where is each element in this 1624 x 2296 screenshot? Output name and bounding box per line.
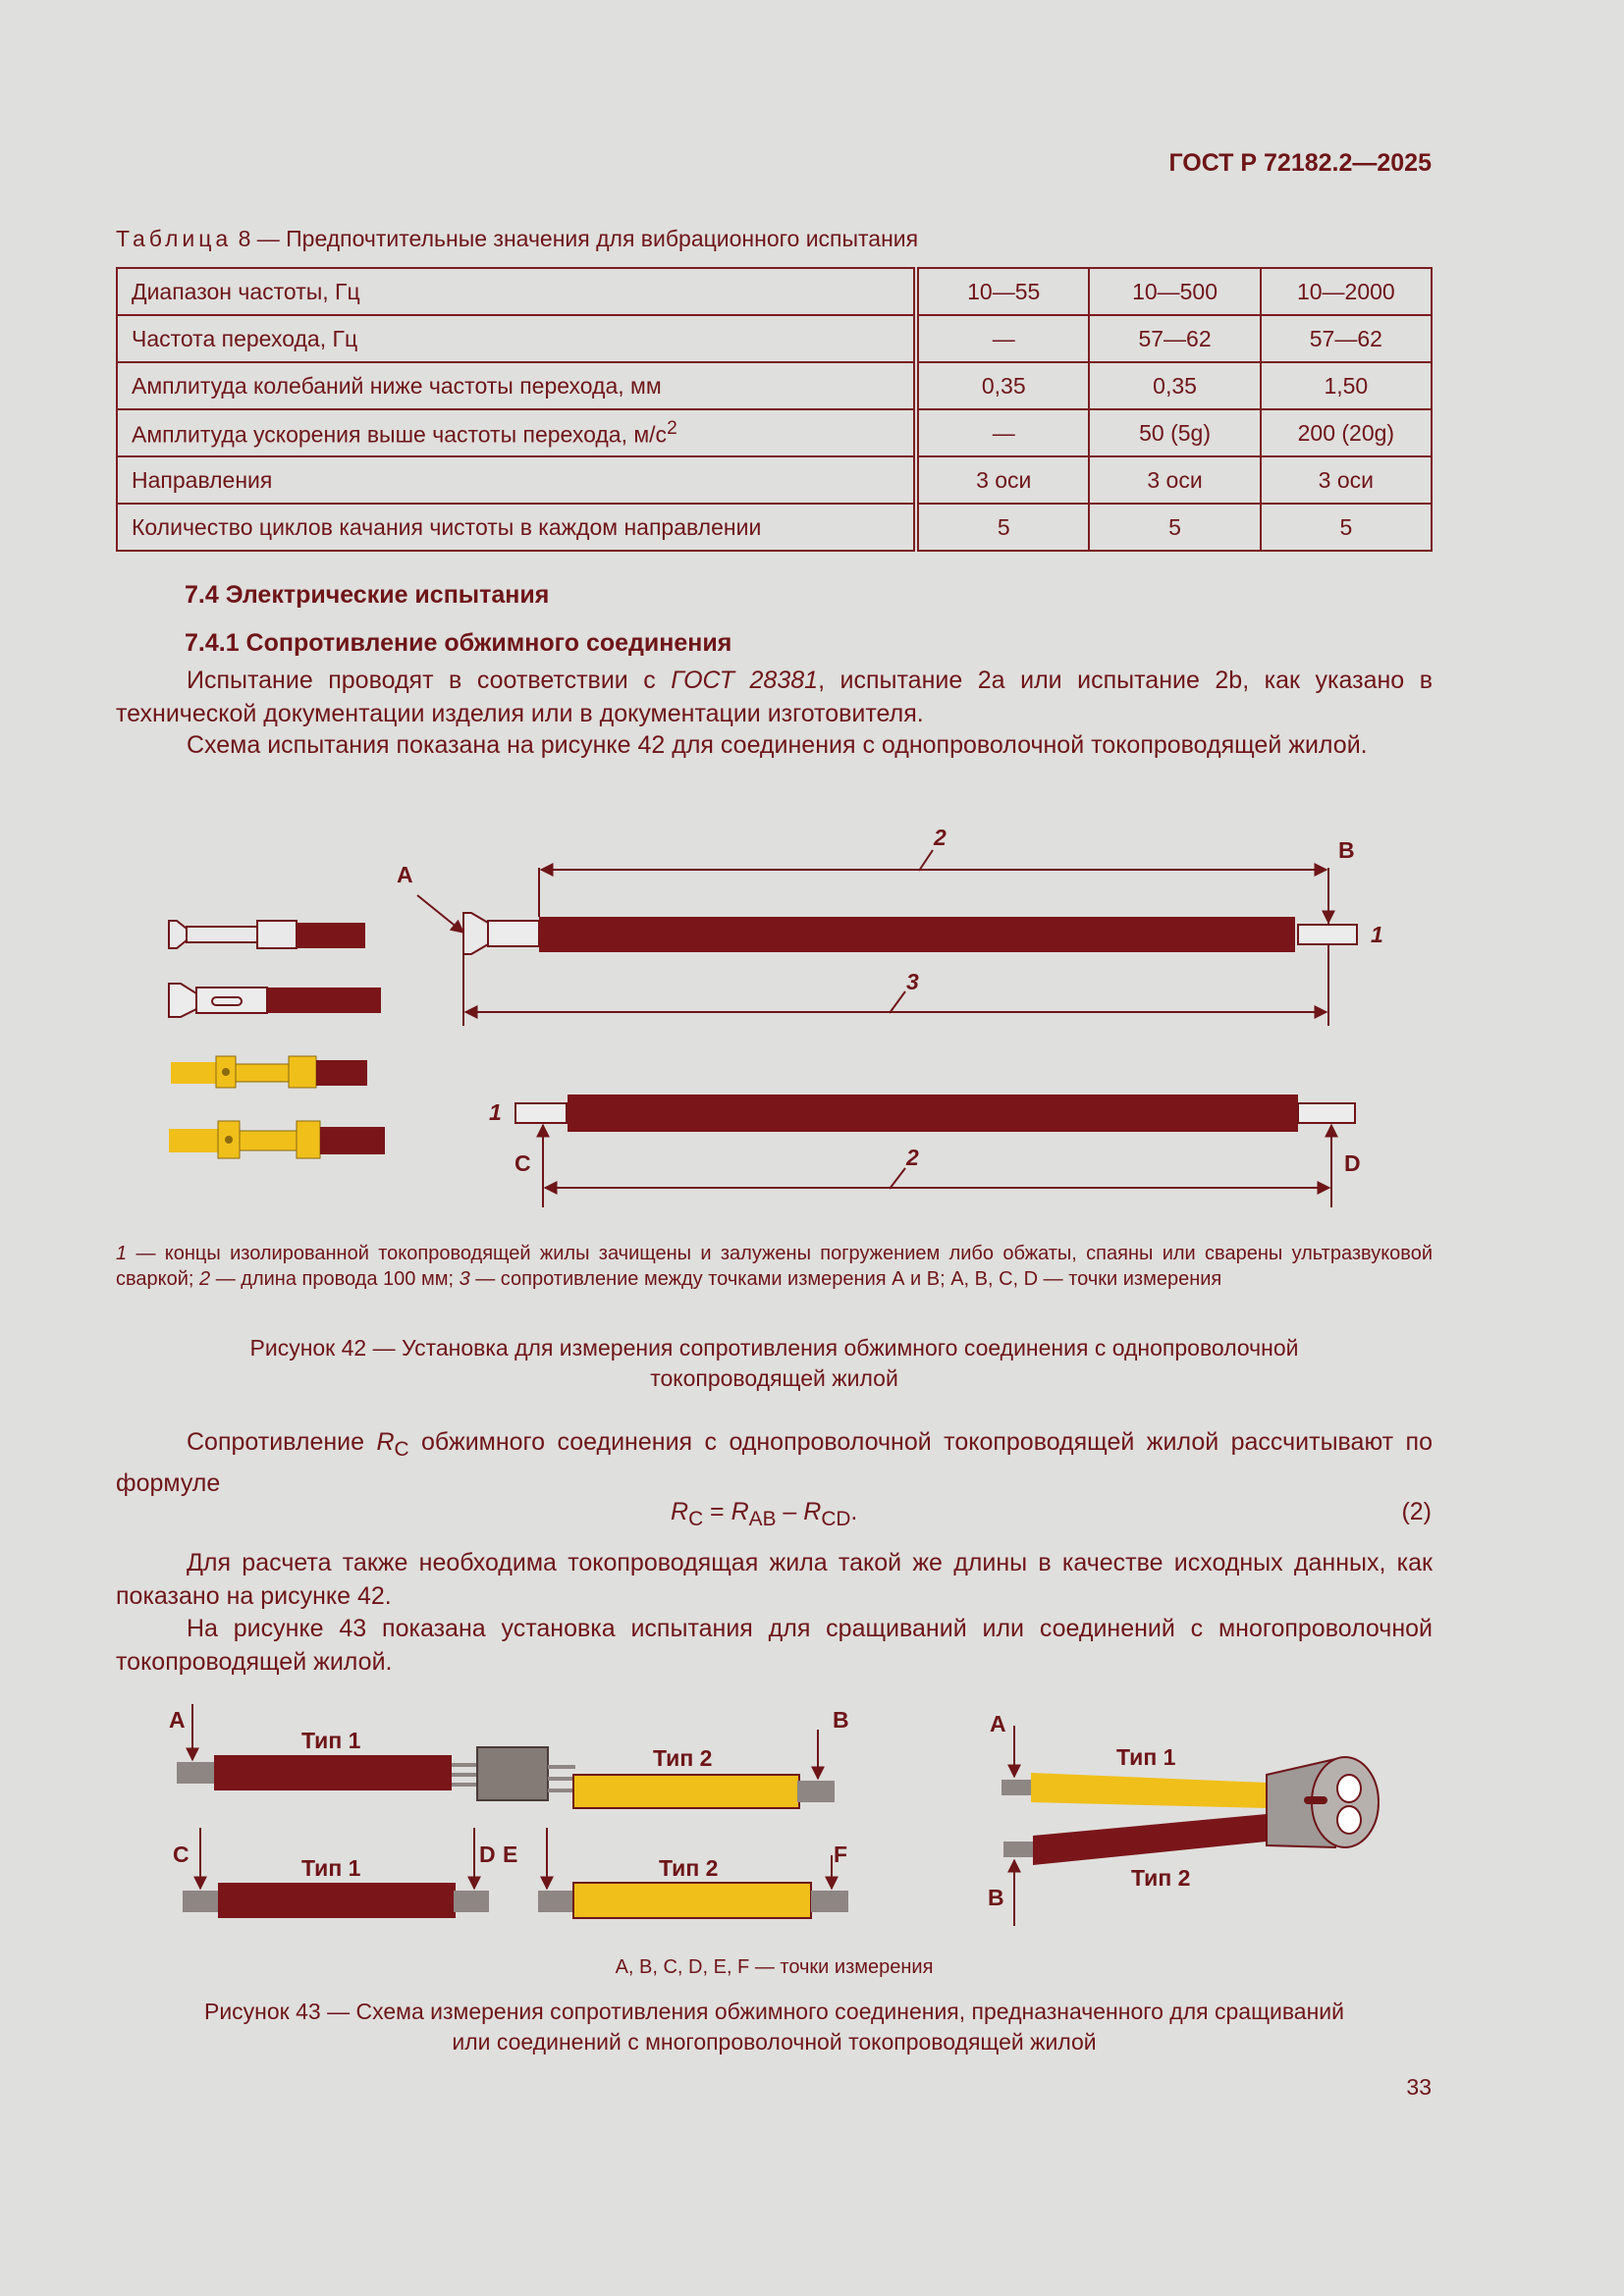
table-cell-value: 5	[916, 504, 1089, 551]
label-measured-resistance: 3	[906, 969, 919, 994]
table-cell-param: Частота перехода, Гц	[117, 315, 916, 362]
label-point-d: D	[479, 1842, 496, 1867]
table-caption	[116, 226, 918, 252]
table-cell-value: 57—62	[1261, 315, 1432, 362]
table-cell-param: Диапазон частоты, Гц	[117, 268, 916, 315]
paragraph-test-method	[116, 664, 1433, 730]
note-number: 2	[199, 1268, 211, 1290]
caption-line: токопроводящей жилой	[650, 1365, 898, 1391]
table-row	[117, 268, 1432, 315]
vibration-test-table	[116, 267, 1433, 552]
table-cell-value: 50 (5g)	[1089, 409, 1260, 456]
table-cell-param: Количество циклов качания чистоты в каждом направлении	[117, 504, 916, 551]
figure-43-diagram	[0, 1698, 1624, 1934]
symbol-r: R	[803, 1498, 822, 1525]
table-caption-text: 8 — Предпочтительные значения для вибрационного испытания	[238, 226, 919, 251]
symbol-subscript: CD	[821, 1508, 851, 1530]
label-type-1: Тип 1	[301, 1855, 361, 1881]
paragraph-text: Испытание проводят в соответствии с	[187, 667, 672, 694]
label-point-c: C	[514, 1150, 531, 1176]
connector-thumbnail-1	[169, 921, 365, 948]
note-number: 1	[116, 1243, 128, 1264]
table-row	[117, 409, 1432, 456]
document-code: ГОСТ Р 72182.2—2025	[1168, 149, 1432, 177]
label-type-2: Тип 2	[659, 1855, 719, 1881]
terminal-connection	[1001, 1726, 1379, 1926]
page-number: 33	[1406, 2074, 1432, 2100]
label-type-2: Тип 2	[653, 1745, 713, 1771]
table-cell-param: Амплитуда колебаний ниже частоты перехода, мм	[117, 362, 916, 409]
table-cell-value: 0,35	[916, 362, 1089, 409]
label-wire-length: 2	[906, 1145, 919, 1170]
upper-test-assembly	[417, 850, 1357, 1026]
note-text: — длина провода 100 мм;	[210, 1268, 460, 1290]
label-point-b: B	[1338, 837, 1355, 863]
table-row	[117, 362, 1432, 409]
table-row	[117, 315, 1432, 362]
label-wire-length: 2	[934, 825, 947, 850]
symbol-subscript: C	[394, 1438, 409, 1461]
label-wire-end: 1	[1371, 922, 1383, 947]
symbol-subscript: C	[688, 1508, 704, 1530]
caption-line: Рисунок 43 — Схема измерения сопротивления обжимного соединения, предназначенного для сращиваний	[203, 1999, 1344, 2024]
symbol-r: R	[376, 1428, 395, 1456]
table-row	[117, 456, 1432, 504]
connector-thumbnail-3	[171, 1056, 367, 1088]
paragraph-text: обжимного соединения с однопроволочной токопроводящей жилой рассчитывают по формуле	[116, 1428, 1433, 1497]
lower-test-assembly	[515, 1095, 1355, 1207]
label-point-b: B	[833, 1707, 849, 1733]
formula-number: (2)	[1401, 1498, 1432, 1525]
symbol-r: R	[671, 1498, 689, 1525]
label-type-2: Тип 2	[1131, 1865, 1191, 1891]
figure-42-note	[116, 1241, 1433, 1292]
splice-assembly	[177, 1704, 835, 1808]
connector-thumbnail-4	[169, 1121, 385, 1158]
formula-operator: =	[703, 1498, 731, 1525]
label-type-1: Тип 1	[301, 1728, 361, 1753]
label-point-f: F	[834, 1842, 848, 1867]
paragraph-reference-wire: Для расчета также необходима токопроводящая жила такой же длины в качестве исходных данных, как показано на рисунке 42.	[116, 1549, 1433, 1610]
label-type-1: Тип 1	[1116, 1744, 1176, 1770]
table-cell-value: 200 (20g)	[1261, 409, 1432, 456]
caption-line: или соединений с многопроволочной токопроводящей жилой	[452, 2029, 1097, 2055]
table-cell-value: 3 оси	[916, 456, 1089, 504]
table-cell-param	[117, 409, 916, 456]
paragraph-text: , испытание 2a или испытание 2b, как указано в технической документации изделия или в документации изготовителя.	[116, 667, 1434, 727]
symbol-subscript: AB	[748, 1508, 777, 1530]
label-point-a: A	[169, 1707, 186, 1733]
note-text: — концы изолированной токопроводящей жилы зачищены и залужены погружением либо обжаты, спаяны или сварены ультразвуковой сваркой;	[116, 1243, 1433, 1290]
table-cell-value: —	[916, 315, 1089, 362]
note-text: — сопротивление между точками измерения А и В; А, В, С, D — точки измерения	[469, 1268, 1222, 1290]
table-cell-value: 10—500	[1089, 268, 1260, 315]
table-cell-value: —	[916, 409, 1089, 456]
table-row	[117, 504, 1432, 551]
table-cell-value: 0,35	[1089, 362, 1260, 409]
label-point-a: A	[990, 1711, 1006, 1736]
paragraph-text: Сопротивление	[187, 1428, 377, 1456]
label-point-e: E	[503, 1842, 518, 1867]
table-cell-value: 3 оси	[1261, 456, 1432, 504]
param-superscript: 2	[667, 417, 677, 439]
paragraph-test-scheme: Схема испытания показана на рисунке 42 для соединения с однопроволочной токопроводящей жилой.	[187, 731, 1368, 759]
figure-43-legend: A, B, C, D, E, F — точки измерения	[615, 1956, 934, 1978]
table-cell-value: 5	[1089, 504, 1260, 551]
paragraph-figure-43-intro: На рисунке 43 показана установка испытания для сращиваний или соединений с многопроволочной токопроводящей жилой.	[116, 1615, 1433, 1676]
label-point-a: A	[397, 862, 413, 887]
table-cell-value: 3 оси	[1089, 456, 1260, 504]
formula-operator: .	[850, 1498, 858, 1525]
table-cell-value: 57—62	[1089, 315, 1260, 362]
label-point-c: C	[173, 1842, 189, 1867]
param-text: Амплитуда ускорения выше частоты перехода, м/с	[132, 421, 668, 448]
figure-42-caption	[116, 1333, 1433, 1394]
table-caption-prefix: Таблица	[116, 226, 233, 251]
label-wire-end: 1	[489, 1099, 502, 1125]
label-point-d: D	[1344, 1150, 1361, 1176]
table-cell-value: 10—55	[916, 268, 1089, 315]
table-cell-value: 5	[1261, 504, 1432, 551]
figure-43-caption	[116, 1997, 1433, 2057]
symbol-r: R	[731, 1498, 749, 1525]
formula-operator: –	[776, 1498, 804, 1525]
table-cell-value: 1,50	[1261, 362, 1432, 409]
table-cell-value: 10—2000	[1261, 268, 1432, 315]
subsection-heading: 7.4.1 Сопротивление обжимного соединения	[185, 629, 732, 657]
figure-42-diagram	[0, 815, 1624, 1227]
paragraph-formula-intro	[116, 1425, 1433, 1500]
formula	[671, 1498, 857, 1531]
table-cell-param: Направления	[117, 456, 916, 504]
connector-thumbnail-2	[169, 984, 381, 1017]
standard-reference: ГОСТ 28381	[671, 667, 819, 694]
caption-line: Рисунок 42 — Установка для измерения сопротивления обжимного соединения с однопроволочной	[249, 1335, 1299, 1361]
section-heading: 7.4 Электрические испытания	[185, 581, 550, 609]
label-point-b: B	[988, 1885, 1004, 1910]
note-number: 3	[459, 1268, 470, 1290]
